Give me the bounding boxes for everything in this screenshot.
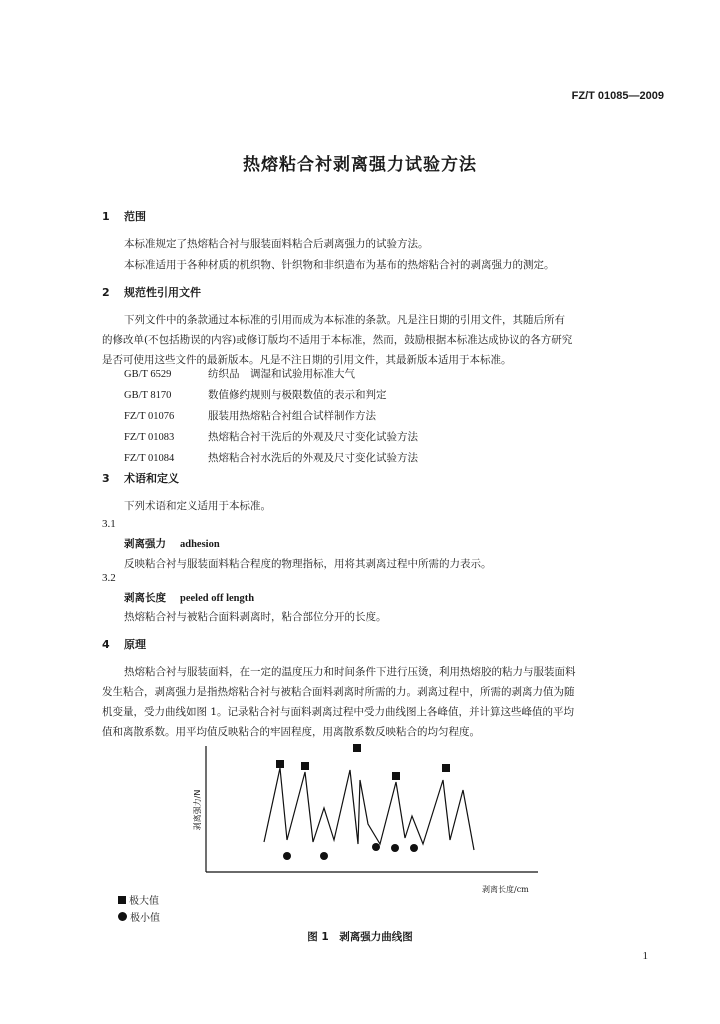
paragraph-line: 热熔粘合衬与服装面料，在一定的温度压力和时间条件下进行压烫，利用热熔胶的粘力与服装面料 [124,666,576,678]
square-marker-icon [118,896,126,904]
paragraph-line: 值和离散系数。用平均值反映粘合的牢固程度，用离散系数反映粘合的均匀程度。 [102,726,480,738]
circle-marker-icon [118,912,127,921]
term-number: 3.1 [102,518,116,530]
reference-title: 服装用热熔粘合衬组合试样制作方法 [208,410,376,422]
paragraph: 本标准规定了热熔粘合衬与服装面料粘合后剥离强力的试验方法。 [124,238,429,250]
maximum-marker [392,772,400,780]
term-chinese: 剥离强力 [124,538,166,550]
paragraph: 本标准适用于各种材质的机织物、针织物和非织造布为基布的热熔粘合衬的剥离强力的测定。 [124,259,555,271]
maximum-marker [442,764,450,772]
minimum-marker [410,844,418,852]
maximum-marker [276,760,284,768]
section-4-heading [102,636,146,652]
minimum-marker [372,843,380,851]
term-definition: 反映粘合衬与服装面料粘合程度的物理指标，用将其剥离过程中所需的力表示。 [124,558,492,570]
legend-maximum [118,892,159,907]
figure-caption: 图 1 剥离强力曲线图 [307,931,413,943]
reference-item [124,448,418,469]
paragraph-line: 是否可使用这些文件的最新版本。凡是不注日期的引用文件，其最新版本适用于本标准。 [102,354,512,366]
peel-strength-curve-figure [188,740,548,890]
term-english: adhesion [180,539,220,550]
section-2-heading [102,284,201,300]
minimum-marker [391,844,399,852]
reference-code: FZ/T 01084 [124,453,175,464]
legend-label: 极大值 [129,896,159,907]
section-1-heading [102,208,146,224]
term-heading [124,590,254,605]
document-title: 热熔粘合衬剥离强力试验方法 [243,155,477,175]
reference-title: 热熔粘合衬水洗后的外观及尺寸变化试验方法 [208,452,418,464]
term-chinese: 剥离长度 [124,592,166,604]
section-number: 4 [102,638,110,651]
section-title: 范围 [124,210,146,223]
paragraph-line: 发生粘合，剥离强力是指热熔粘合衬与被粘合面料剥离时所需的力。剥离过程中，所需的剥离力值为随 [102,686,575,698]
section-number: 2 [102,286,110,299]
minimum-marker [320,852,328,860]
section-number: 3 [102,472,110,485]
page-number: 1 [642,950,648,962]
paragraph: 下列术语和定义适用于本标准。 [124,500,271,512]
section-title: 原理 [124,638,146,651]
paragraph-line: 的修改单(不包括勘误的内容)或修订版均不适用于本标准，然而，鼓励根据本标准达成协议的各方研究 [102,334,573,346]
maximum-marker [301,762,309,770]
standard-code: FZ/T 01085—2009 [571,90,664,102]
maximum-marker [353,744,361,752]
legend-minimum [118,909,160,924]
reference-item [124,406,418,427]
term-heading [124,536,220,551]
reference-item [124,427,418,448]
x-axis-label: 剥离长度/cm [482,885,529,894]
term-english: peeled off length [180,593,255,604]
reference-title: 数值修约规则与极限数值的表示和判定 [208,389,387,401]
y-axis-label: 剥离强力/N [193,789,202,831]
minimum-marker [283,852,291,860]
reference-list [124,364,418,469]
section-3-heading [102,470,179,486]
section-title: 术语和定义 [124,472,179,485]
paragraph-line: 下列文件中的条款通过本标准的引用而成为本标准的条款。凡是注日期的引用文件，其随后所有 [124,314,565,326]
reference-code: FZ/T 01083 [124,432,175,443]
section-title: 规范性引用文件 [124,286,201,299]
legend-label: 极小值 [130,913,160,924]
reference-item [124,364,418,385]
reference-item [124,385,418,406]
reference-code: FZ/T 01076 [124,411,175,422]
reference-title: 热熔粘合衬干洗后的外观及尺寸变化试验方法 [208,431,418,443]
reference-code: GB/T 6529 [124,369,172,380]
reference-code: GB/T 8170 [124,390,172,401]
peel-force-curve [264,768,474,850]
term-definition: 热熔粘合衬与被粘合面料剥离时，粘合部位分开的长度。 [124,611,387,623]
section-number: 1 [102,210,110,223]
paragraph-line: 机变量，受力曲线如图 1。记录粘合衬与面料剥离过程中受力曲线图上各峰值，并计算这些峰值的平均 [102,706,575,718]
term-number: 3.2 [102,572,116,584]
reference-title: 纺织品 调湿和试验用标准大气 [208,368,355,380]
